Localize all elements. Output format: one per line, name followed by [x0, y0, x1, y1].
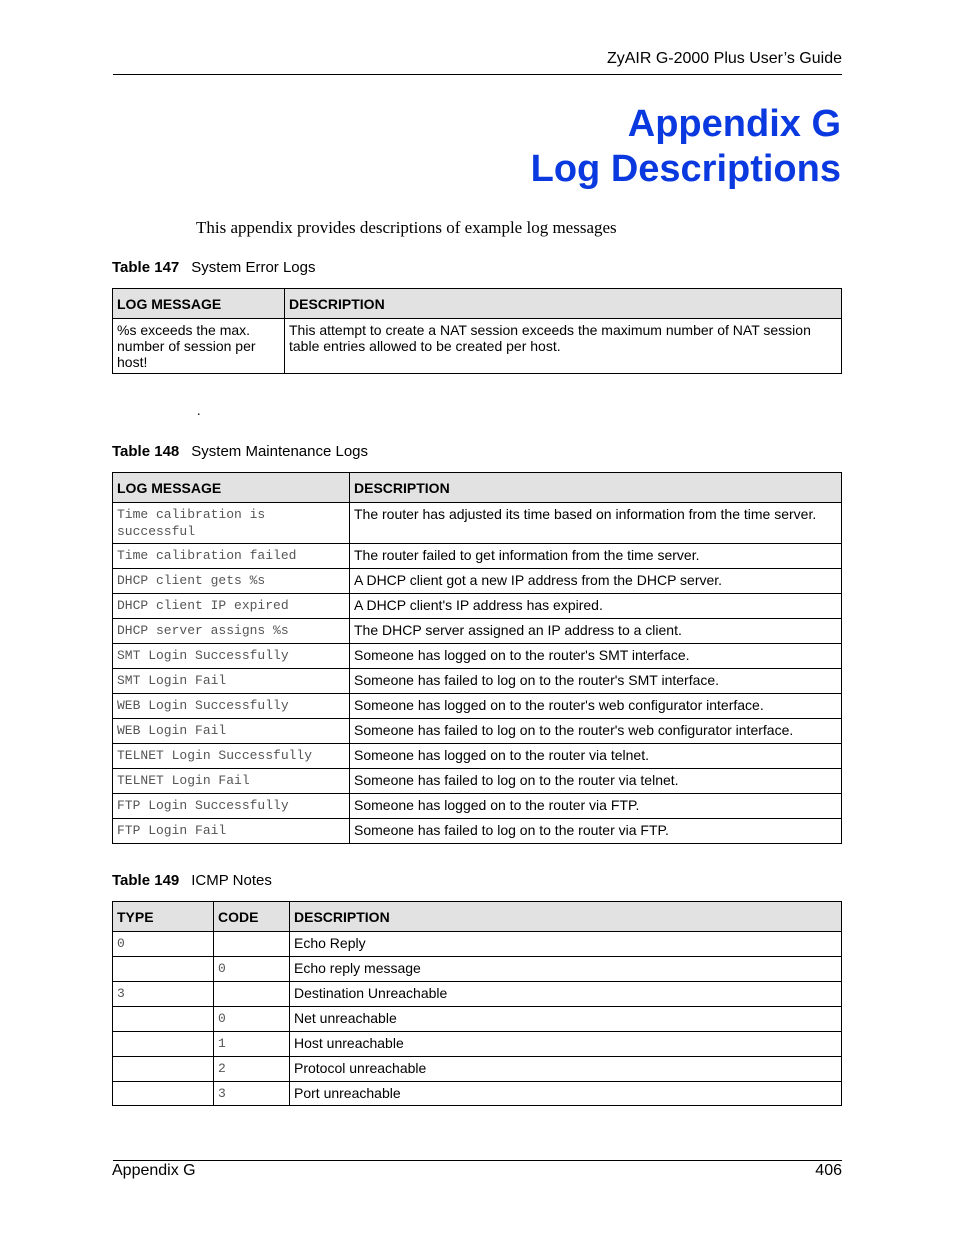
description-cell: Net unreachable — [290, 1007, 842, 1032]
table-row — [113, 982, 842, 1007]
log-message-cell: DHCP server assigns %s — [113, 619, 350, 644]
table-row — [113, 819, 842, 844]
table-row — [113, 694, 842, 719]
title-line-1: Appendix G — [627, 103, 841, 145]
code-cell: 0 — [214, 1007, 290, 1032]
guide-title: ZyAIR G-2000 Plus User’s Guide — [606, 50, 842, 67]
description-cell: A DHCP client's IP address has expired. — [350, 594, 842, 619]
description-cell: Someone has failed to log on to the router's SMT interface. — [350, 669, 842, 694]
table-caption-text: System Error Logs — [191, 259, 316, 276]
log-message-cell: SMT Login Fail — [113, 669, 350, 694]
description-cell: Someone has failed to log on to the router's web configurator interface. — [350, 719, 842, 744]
log-message-cell: SMT Login Successfully — [113, 644, 350, 669]
column-header: TYPE — [113, 902, 214, 932]
table-number: Table 148 — [112, 443, 180, 460]
code-cell — [214, 932, 290, 957]
description-cell: Someone has failed to log on to the router via FTP. — [350, 819, 842, 844]
table-row — [113, 544, 842, 569]
log-message-cell: Time calibration failed — [113, 544, 350, 569]
code-cell: 1 — [214, 1032, 290, 1057]
description-cell: The router failed to get information from the time server. — [350, 544, 842, 569]
column-header: DESCRIPTION — [290, 902, 842, 932]
table-header-row — [113, 902, 842, 932]
description-cell: Protocol unreachable — [290, 1057, 842, 1082]
table-147 — [112, 288, 842, 374]
code-cell: 3 — [214, 1082, 290, 1106]
table-149 — [112, 901, 842, 1106]
table-caption-text: ICMP Notes — [191, 872, 272, 889]
table-number: Table 149 — [112, 872, 180, 889]
table-row — [113, 644, 842, 669]
description-cell: Host unreachable — [290, 1032, 842, 1057]
table-row — [113, 569, 842, 594]
table-row — [113, 503, 842, 544]
page-title — [531, 102, 841, 192]
description-cell: Someone has logged on to the router via FTP. — [350, 794, 842, 819]
description-cell: Someone has logged on to the router's web configurator interface. — [350, 694, 842, 719]
description-cell: Destination Unreachable — [290, 982, 842, 1007]
table-number: Table 147 — [112, 259, 180, 276]
footer-rule — [113, 1160, 842, 1161]
log-message-cell: WEB Login Successfully — [113, 694, 350, 719]
table-148-caption — [112, 443, 368, 460]
type-cell — [113, 957, 214, 982]
table-row — [113, 744, 842, 769]
intro-paragraph: This appendix provides descriptions of example log messages — [196, 218, 617, 237]
type-cell — [113, 1007, 214, 1032]
table-row — [113, 957, 842, 982]
code-cell: 2 — [214, 1057, 290, 1082]
description-cell: Echo Reply — [290, 932, 842, 957]
page-number: 406 — [815, 1162, 842, 1179]
table-row — [113, 1057, 842, 1082]
log-message-cell: TELNET Login Successfully — [113, 744, 350, 769]
table-row — [113, 1007, 842, 1032]
log-message-cell: WEB Login Fail — [113, 719, 350, 744]
column-header: LOG MESSAGE — [113, 289, 285, 319]
table-row — [113, 669, 842, 694]
table-row — [113, 319, 842, 374]
table-row — [113, 794, 842, 819]
description-cell — [285, 319, 842, 374]
description-cell: Someone has logged on to the router via telnet. — [350, 744, 842, 769]
table-row — [113, 769, 842, 794]
log-message-cell: TELNET Login Fail — [113, 769, 350, 794]
type-cell: 3 — [113, 982, 214, 1007]
table-row — [113, 1082, 842, 1106]
cell-line: number of session per — [117, 338, 256, 354]
log-message-cell: DHCP client IP expired — [113, 594, 350, 619]
log-message-cell: Time calibration is successful — [113, 503, 350, 544]
log-message-cell: DHCP client gets %s — [113, 569, 350, 594]
type-cell — [113, 1032, 214, 1057]
cell-line: table entries allowed to be created per host. — [289, 338, 561, 354]
table-row — [113, 932, 842, 957]
column-header: LOG MESSAGE — [113, 473, 350, 503]
table-row — [113, 594, 842, 619]
table-row — [113, 1032, 842, 1057]
table-148 — [112, 472, 842, 844]
log-message-cell — [113, 319, 285, 374]
description-cell: The DHCP server assigned an IP address to a client. — [350, 619, 842, 644]
code-cell: 0 — [214, 957, 290, 982]
description-cell: Someone has logged on to the router's SMT interface. — [350, 644, 842, 669]
description-cell: Echo reply message — [290, 957, 842, 982]
description-cell: Someone has failed to log on to the router via telnet. — [350, 769, 842, 794]
description-cell: Port unreachable — [290, 1082, 842, 1106]
type-cell: 0 — [113, 932, 214, 957]
type-cell — [113, 1082, 214, 1106]
type-cell — [113, 1057, 214, 1082]
log-message-cell: FTP Login Successfully — [113, 794, 350, 819]
table-149-caption — [112, 872, 272, 889]
stray-period: . — [197, 404, 201, 419]
code-cell — [214, 982, 290, 1007]
cell-line: This attempt to create a NAT session exceeds the maximum number of NAT session — [289, 322, 811, 338]
table-147-caption — [112, 259, 315, 276]
column-header: CODE — [214, 902, 290, 932]
table-row — [113, 719, 842, 744]
log-message-cell: FTP Login Fail — [113, 819, 350, 844]
cell-line: %s exceeds the max. — [117, 322, 251, 338]
column-header: DESCRIPTION — [285, 289, 842, 319]
cell-line: host! — [117, 354, 148, 370]
description-cell: The router has adjusted its time based on information from the time server. — [350, 503, 842, 544]
table-caption-text: System Maintenance Logs — [191, 443, 369, 460]
table-row — [113, 619, 842, 644]
table-header-row — [113, 289, 842, 319]
description-cell: A DHCP client got a new IP address from the DHCP server. — [350, 569, 842, 594]
title-line-2: Log Descriptions — [530, 148, 841, 190]
column-header: DESCRIPTION — [350, 473, 842, 503]
header-rule — [113, 74, 842, 75]
footer-section: Appendix G — [112, 1162, 196, 1179]
table-header-row — [113, 473, 842, 503]
